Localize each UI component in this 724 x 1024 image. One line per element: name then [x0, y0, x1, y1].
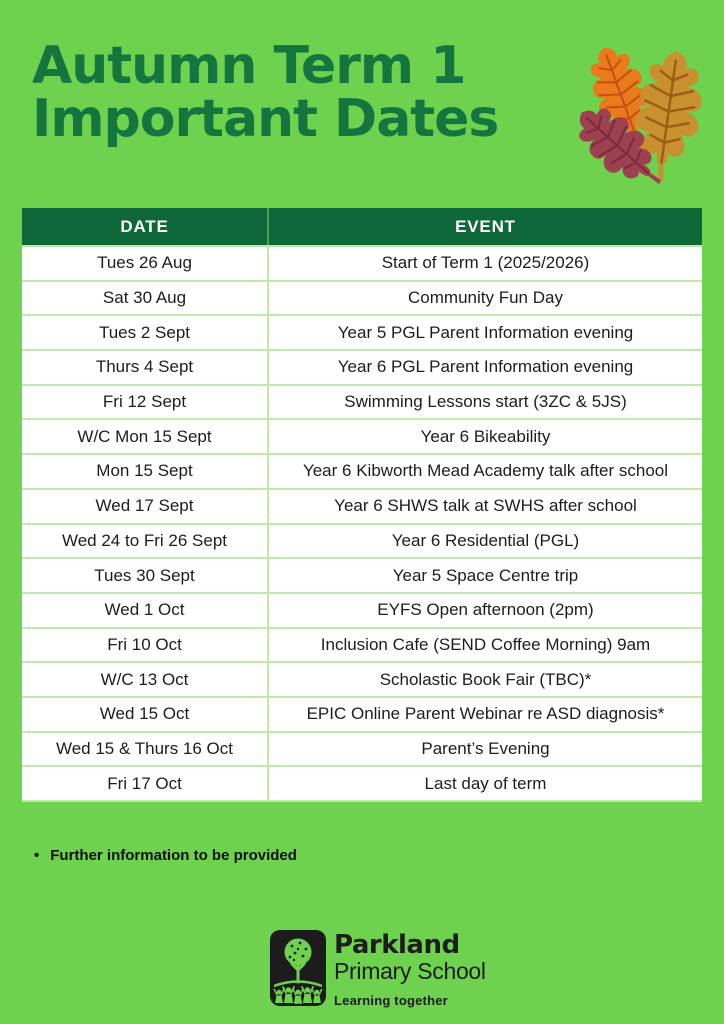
date-cell: Wed 15 & Thurs 16 Oct: [22, 732, 268, 767]
table-header-row: [22, 208, 702, 246]
event-cell: Year 6 SHWS talk at SWHS after school: [268, 489, 702, 524]
date-cell: Tues 2 Sept: [22, 315, 268, 350]
table-row: [22, 315, 702, 350]
event-cell: EPIC Online Parent Webinar re ASD diagnosis*: [268, 697, 702, 732]
event-cell: Year 5 PGL Parent Information evening: [268, 315, 702, 350]
table-row: [22, 385, 702, 420]
page-title-line1: Autumn Term 1: [32, 36, 466, 96]
date-cell: Mon 15 Sept: [22, 454, 268, 489]
event-cell: Start of Term 1 (2025/2026): [268, 246, 702, 281]
page-title: [32, 36, 499, 149]
date-cell: Fri 17 Oct: [22, 766, 268, 801]
date-cell: Wed 1 Oct: [22, 593, 268, 628]
event-cell: Last day of term: [268, 766, 702, 801]
school-logo-icon: [270, 930, 326, 1006]
date-cell: W/C 13 Oct: [22, 662, 268, 697]
important-dates-table: [22, 208, 702, 802]
table-row: [22, 281, 702, 316]
date-cell: Wed 24 to Fri 26 Sept: [22, 524, 268, 559]
footnote: [34, 847, 297, 864]
event-cell: Year 6 Residential (PGL): [268, 524, 702, 559]
footnote-text: Further information to be provided: [50, 847, 297, 864]
table-row: [22, 489, 702, 524]
autumn-leaves-illustration: [568, 24, 720, 184]
table-row: [22, 350, 702, 385]
date-cell: Fri 10 Oct: [22, 628, 268, 663]
school-tagline: Learning together: [334, 993, 448, 1008]
table-body: [22, 246, 702, 801]
event-cell: EYFS Open afternoon (2pm): [268, 593, 702, 628]
school-name: Parkland: [334, 930, 460, 960]
date-cell: Wed 17 Sept: [22, 489, 268, 524]
event-cell: Year 5 Space Centre trip: [268, 558, 702, 593]
event-cell: Swimming Lessons start (3ZC & 5JS): [268, 385, 702, 420]
event-cell: Year 6 PGL Parent Information evening: [268, 350, 702, 385]
bullet-icon: •: [34, 847, 40, 864]
school-logo: [270, 930, 486, 1008]
table-row: [22, 454, 702, 489]
table-row: [22, 419, 702, 454]
event-cell: Year 6 Kibworth Mead Academy talk after school: [268, 454, 702, 489]
date-cell: Tues 26 Aug: [22, 246, 268, 281]
school-logo-text: [334, 930, 486, 1008]
school-subtitle: Primary School: [334, 958, 486, 984]
date-cell: Tues 30 Sept: [22, 558, 268, 593]
date-cell: Thurs 4 Sept: [22, 350, 268, 385]
table-row: [22, 732, 702, 767]
date-cell: Sat 30 Aug: [22, 281, 268, 316]
event-cell: Community Fun Day: [268, 281, 702, 316]
date-column-header: DATE: [22, 208, 268, 246]
event-cell: Scholastic Book Fair (TBC)*: [268, 662, 702, 697]
table-row: [22, 593, 702, 628]
event-column-header: EVENT: [268, 208, 702, 246]
table-row: [22, 662, 702, 697]
table-row: [22, 524, 702, 559]
page-title-line2: Important Dates: [32, 89, 499, 149]
table-row: [22, 697, 702, 732]
date-cell: Wed 15 Oct: [22, 697, 268, 732]
event-cell: Inclusion Cafe (SEND Coffee Morning) 9am: [268, 628, 702, 663]
date-cell: W/C Mon 15 Sept: [22, 419, 268, 454]
event-cell: Parent’s Evening: [268, 732, 702, 767]
table-row: [22, 246, 702, 281]
table-row: [22, 628, 702, 663]
date-cell: Fri 12 Sept: [22, 385, 268, 420]
table-row: [22, 766, 702, 801]
table-row: [22, 558, 702, 593]
event-cell: Year 6 Bikeability: [268, 419, 702, 454]
